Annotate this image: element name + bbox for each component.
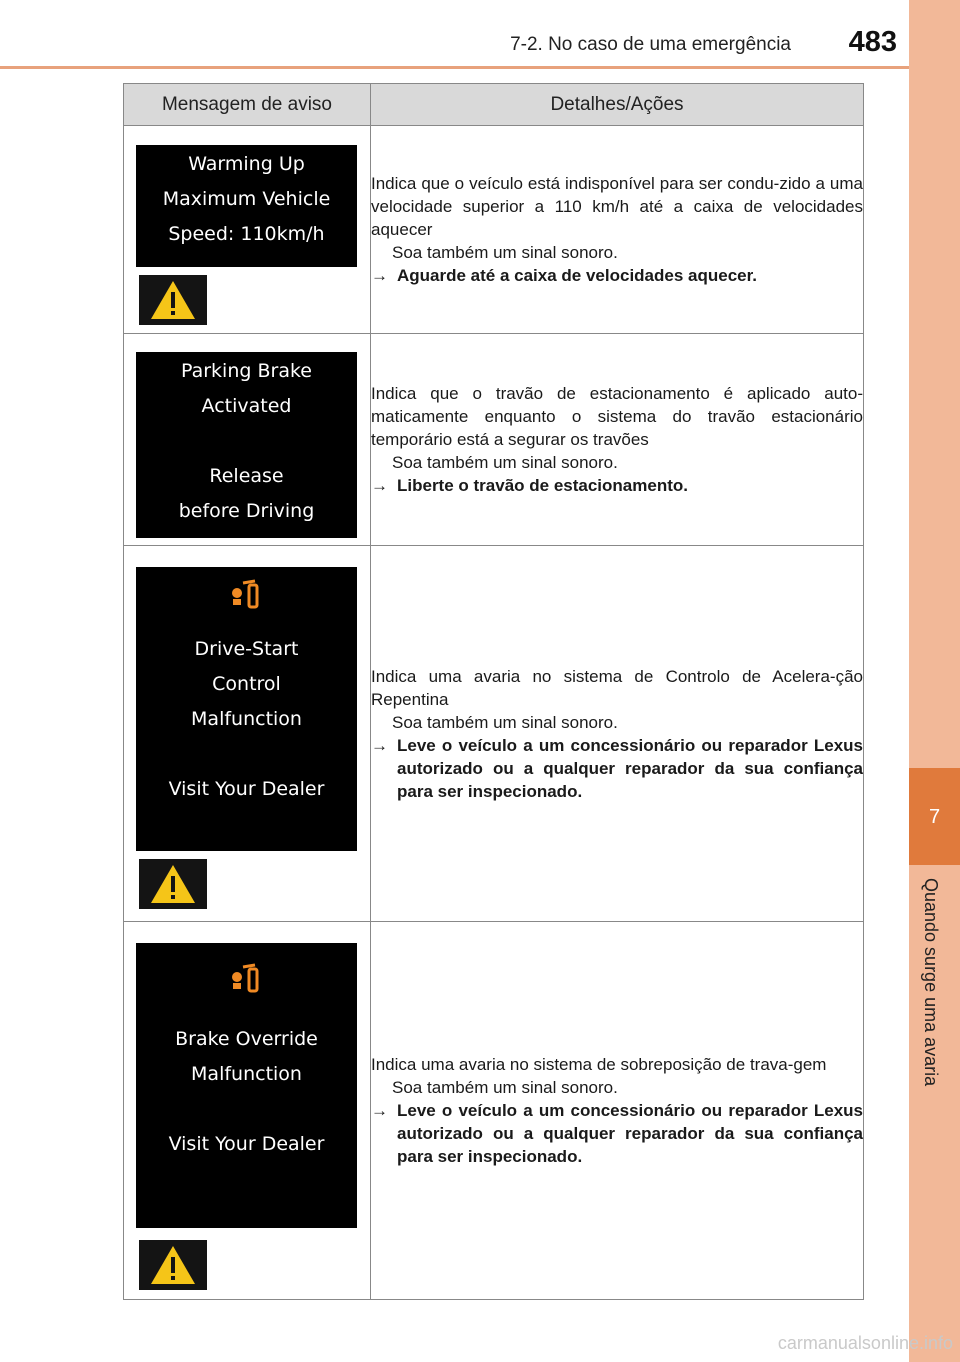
- sound-text: Soa também um sinal sonoro.: [392, 712, 618, 732]
- table-row: [124, 922, 864, 1300]
- display-cell: [124, 546, 371, 922]
- description-text: Indica que o travão de estacionamento é aplicado auto-maticamente enquanto o sistema do travão estacionário temporário está a segurar os travões: [371, 384, 863, 449]
- action-text: → Leve o veículo a um concessionário ou reparador Lexus autorizado ou a qualquer reparador da sua confiança para ser inspecionado.: [371, 735, 863, 801]
- warning-triangle-icon: [139, 1240, 207, 1290]
- display-cell: [124, 334, 371, 546]
- action-text: → Aguarde até a caixa de velocidades aquecer.: [371, 266, 758, 285]
- screen-line: Maximum Vehicle: [162, 188, 331, 210]
- display-screen: [136, 943, 357, 1228]
- action-text: → Liberte o travão de estacionamento.: [371, 476, 688, 495]
- screen-line: Visit Your Dealer: [168, 778, 325, 800]
- display-cell: [124, 126, 371, 334]
- description-text: Indica uma avaria no sistema de sobreposição de trava-gem: [371, 1055, 827, 1074]
- action-text: → Leve o veículo a um concessionário ou reparador Lexus autorizado ou a qualquer reparador da sua confiança para ser inspecionado.: [371, 1101, 863, 1166]
- section-title: 7-2. No caso de uma emergência: [510, 34, 791, 55]
- description-text: Indica uma avaria no sistema de Controlo de Acelera-ção Repentina: [371, 666, 863, 709]
- details-cell: [371, 334, 864, 546]
- table-row: [124, 126, 864, 334]
- arrow-icon: →: [371, 735, 388, 755]
- page-header: [0, 0, 909, 68]
- display-screen: [136, 567, 357, 851]
- display-cell: [124, 922, 371, 1300]
- pedal-malfunction-icon: [227, 961, 267, 997]
- screen-line: Release: [209, 465, 284, 487]
- details-cell: [371, 546, 864, 922]
- chapter-sidebar: [909, 0, 960, 1362]
- watermark: carmanualsonline.info: [777, 1333, 953, 1353]
- chapter-title: Quando surge uma avaria: [921, 878, 941, 1087]
- warning-triangle-icon: [139, 275, 207, 325]
- arrow-icon: →: [371, 1101, 388, 1120]
- screen-line: Activated: [201, 395, 292, 417]
- screen-line: Speed: 110km/h: [168, 223, 325, 245]
- page-number: 483: [848, 26, 897, 58]
- screen-line: Warming Up: [188, 153, 305, 175]
- details-cell: [371, 126, 864, 334]
- warning-triangle-icon: [139, 859, 207, 909]
- column-header: Detalhes/Ações: [371, 84, 864, 126]
- warning-table: [123, 83, 864, 1300]
- chapter-number: 7: [928, 806, 941, 828]
- screen-line: Drive-Start: [194, 638, 299, 660]
- header-rule: [0, 66, 909, 69]
- screen-line: Malfunction: [191, 708, 302, 730]
- screen-line: Brake Override: [175, 1028, 318, 1050]
- arrow-icon: →: [371, 266, 388, 285]
- details-cell: [371, 922, 864, 1300]
- screen-line: Malfunction: [191, 1063, 302, 1085]
- sound-text: Soa também um sinal sonoro.: [392, 453, 618, 472]
- table-header-row: [124, 84, 864, 126]
- table-row: [124, 546, 864, 922]
- screen-line: Visit Your Dealer: [168, 1133, 325, 1155]
- arrow-icon: →: [371, 476, 388, 495]
- sound-text: Soa também um sinal sonoro.: [392, 243, 618, 262]
- sound-text: Soa também um sinal sonoro.: [392, 1078, 618, 1097]
- screen-line: before Driving: [178, 500, 315, 522]
- pedal-malfunction-icon: [227, 577, 267, 613]
- screen-line: Control: [212, 673, 281, 695]
- column-header: Mensagem de aviso: [124, 84, 371, 126]
- display-screen: [136, 352, 357, 538]
- description-text: Indica que o veículo está indisponível para ser condu-zido a uma velocidade superior a 110 km/h até a caixa de velocidades aquecer: [371, 174, 863, 239]
- table-row: [124, 334, 864, 546]
- display-screen: [136, 145, 357, 267]
- screen-line: Parking Brake: [181, 360, 312, 382]
